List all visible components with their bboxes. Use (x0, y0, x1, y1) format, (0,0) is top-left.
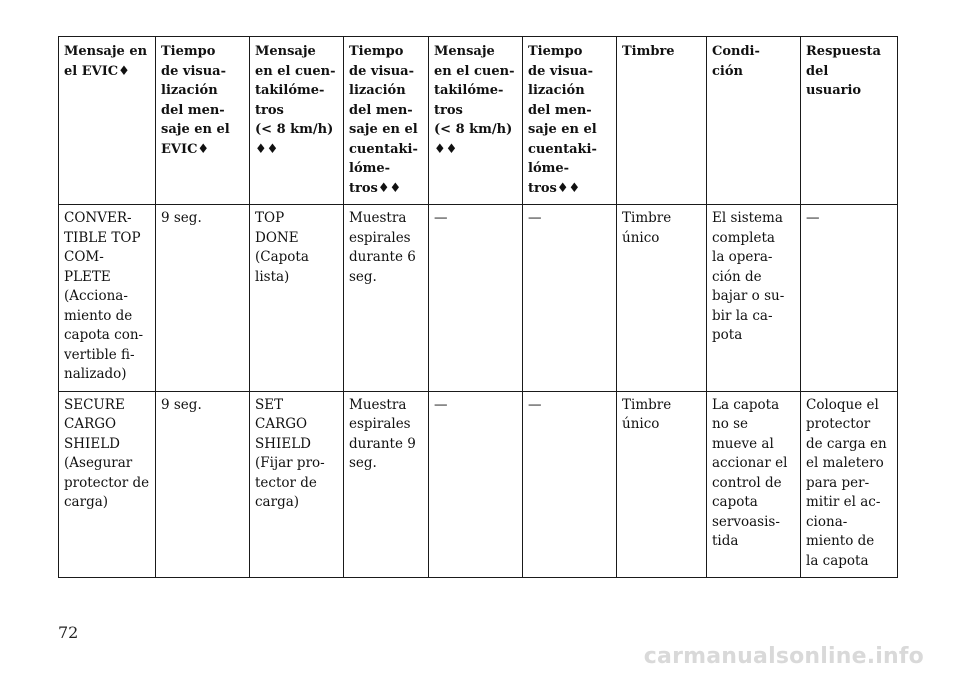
table-cell: SET CARGO SHIELD (Fijar pro- tector de carga) (250, 391, 344, 578)
table-row (59, 391, 898, 578)
table-row (59, 205, 898, 392)
table-cell: — (429, 391, 523, 578)
table-cell: — (523, 205, 617, 392)
table-cell: Timbre único (617, 391, 707, 578)
header-cluster-display-time-1: Tiempo de visua- lización del men- saje en el cuentaki- lóme- tros♦♦ (344, 37, 429, 205)
table-cell: Muestra espirales durante 6 seg. (344, 205, 429, 392)
table-cell: — (429, 205, 523, 392)
table-cell: La capota no se mueve al accionar el control de capota servoasis- tida (707, 391, 801, 578)
header-chime: Timbre (617, 37, 707, 205)
table-cell: CONVER- TIBLE TOP COM- PLETE (Acciona- miento de capota con- vertible fi- nalizado) (59, 205, 156, 392)
table-cell: Timbre único (617, 205, 707, 392)
table-cell: — (801, 205, 898, 392)
watermark: carmanualsonline.info (643, 644, 924, 669)
table-cell: El sistema completa la opera- ción de bajar o su- bir la ca- pota (707, 205, 801, 392)
header-evic-message: Mensaje en el EVIC♦ (59, 37, 156, 205)
table-cell: Muestra espirales durante 9 seg. (344, 391, 429, 578)
table-cell: TOP DONE (Capota lista) (250, 205, 344, 392)
table-header-row (59, 37, 898, 205)
table-cell: 9 seg. (156, 391, 250, 578)
table-cell: — (523, 391, 617, 578)
header-user-response: Respuesta del usuario (801, 37, 898, 205)
warning-messages-table (58, 36, 898, 578)
table-cell: 9 seg. (156, 205, 250, 392)
table-cell: Coloque el protector de carga en el maletero para per- mitir el ac- ciona- miento de la capota (801, 391, 898, 578)
page-number: 72 (58, 623, 79, 642)
header-evic-display-time: Tiempo de visua- lización del men- saje en el EVIC♦ (156, 37, 250, 205)
header-cluster-message-2: Mensaje en el cuen- takilóme- tros (< 8 km/h) ♦♦ (429, 37, 523, 205)
header-condition: Condi- ción (707, 37, 801, 205)
header-cluster-message-1: Mensaje en el cuen- takilóme- tros (< 8 km/h) ♦♦ (250, 37, 344, 205)
table-cell: SECURE CARGO SHIELD (Asegurar protector de carga) (59, 391, 156, 578)
header-cluster-display-time-2: Tiempo de visua- lización del men- saje en el cuentaki- lóme- tros♦♦ (523, 37, 617, 205)
